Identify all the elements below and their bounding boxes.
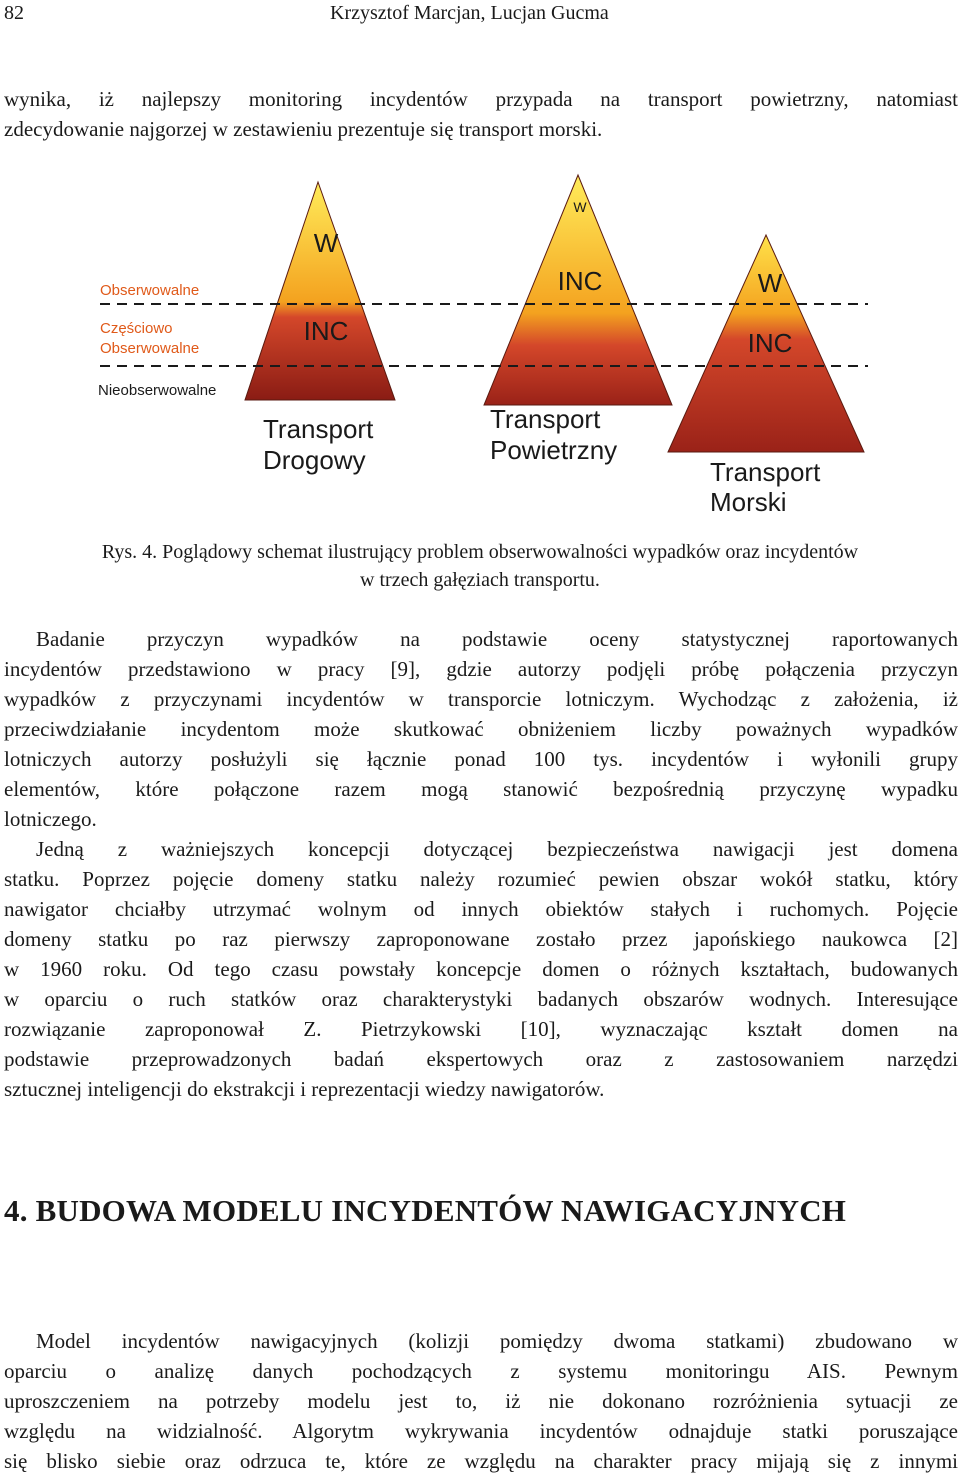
text-line: Model incydentów nawigacyjnych (kolizji pomiędzy dwoma statkami) zbudowano w [36,1329,958,1353]
road-accident-label: W [313,228,339,258]
road-transport-label-1: Transport [263,414,374,444]
text-line: podstawie przeprowadzonych badań ekspertowych oraz z zastosowaniem narzędzi [4,1047,958,1071]
text-line: domeny statku po raz pierwszy zaproponowane zostało przez japońskiego naukowca [2] [4,927,958,951]
air-incident-label: INC [557,266,603,296]
road-pyramid [245,182,395,400]
sea-transport-label-2: Morski [710,487,787,515]
air-transport-label-1: Transport [490,404,601,434]
text-line: się blisko siebie oraz odrzuca te, które ze względu na charakter pracy mijają się z innymi [4,1449,958,1473]
text-line: nawigator chciałby utrzymać wolnym od innych obiektów stałych i ruchomych. Pojęcie [4,897,958,921]
air-transport-label-2: Powietrzny [490,435,618,465]
text-line: lotniczego. [4,807,97,831]
page-number: 82 [4,2,24,24]
text-line: incydentów przedstawiono w pracy [9], gdzie autorzy podjęli próbę połączenia przyczyn [4,657,958,681]
text-line: Badanie przyczyn wypadków na podstawie oceny statystycznej raportowanych [36,627,958,651]
road-transport-label-2: Drogowy [263,445,366,475]
text-line: w 1960 roku. Od tego czasu powstały koncepcje domen o różnych kształtach, budowanych [4,957,958,981]
intro-paragraph [4,84,958,144]
text-line: w oparciu o ruch statków oraz charakterystyki badanych obszarów wodnych. Interesujące [4,987,958,1011]
text-line: sztucznej inteligencji do ekstrakcji i reprezentacji wiedzy nawigatorów. [4,1077,605,1101]
sea-accident-label: W [757,268,783,298]
text-line: wynika, iż najlepszy monitoring incydentów przypada na transport powietrzny, natomiast [4,87,958,111]
page-header [0,0,960,26]
section-paragraph [4,1326,958,1476]
text-line: przeciwdziałanie incydentom może skutkować obniżeniem liczby poważnych wypadków [4,717,958,741]
sea-incident-label: INC [747,328,793,358]
text-line: lotniczych autorzy posłużyli się łącznie ponad 100 tys. incydentów i wyłonili grupy [4,747,958,771]
level-partial-label-2: Obserwowalne [100,340,200,357]
text-line: Jedną z ważniejszych koncepcji dotyczącej bezpieczeństwa nawigacji jest domena [36,837,958,861]
level-partial-label-1: Częściowo [100,320,173,337]
text-line: statku. Poprzez pojęcie domeny statku należy rozumieć pewien obszar wokół statku, który [4,867,958,891]
section-heading: 4. BUDOWA MODELU INCYDENTÓW NAWIGACYJNYCH [4,1193,847,1228]
air-accident-label: W [573,199,587,215]
figure-caption-line-2: w trzech gałęziach transportu. [360,569,600,591]
text-line: elementów, które połączone razem mogą stanowić bezpośrednią przyczynę wypadku [4,777,958,801]
level-observable-label: Obserwowalne [100,282,200,299]
text-line: zdecydowanie najgorzej w zestawieniu prezentuje się transport morski. [4,117,603,141]
text-line: uproszczeniem na potrzeby modelu jest to, iż nie dokonano rozróżnienia sytuacji ze [4,1389,958,1413]
body-paragraphs [4,624,958,1104]
text-line: rozwiązanie zaproponował Z. Pietrzykowski [10], wyznaczając kształt domen na [4,1017,958,1041]
observability-figure [0,170,960,515]
text-line: względu na widzialność. Algorytm wykrywania incydentów odnajduje statki poruszające [4,1419,958,1443]
sea-transport-label-1: Transport [710,457,821,487]
text-line: wypadków z przyczynami incydentów w transporcie lotniczym. Wychodząc z założenia, iż [4,687,958,711]
figure-caption-line-1: Rys. 4. Poglądowy schemat ilustrujący problem obserwowalności wypadków oraz incydentów [101,541,859,563]
road-incident-label: INC [303,316,349,346]
pyramid-diagram [0,170,960,515]
running-title: Krzysztof Marcjan, Lucjan Gucma [330,2,609,24]
level-unobservable-label: Nieobserwowalne [98,382,217,399]
text-line: oparciu o analizę danych pochodzących z systemu monitoringu AIS. Pewnym [4,1359,958,1383]
